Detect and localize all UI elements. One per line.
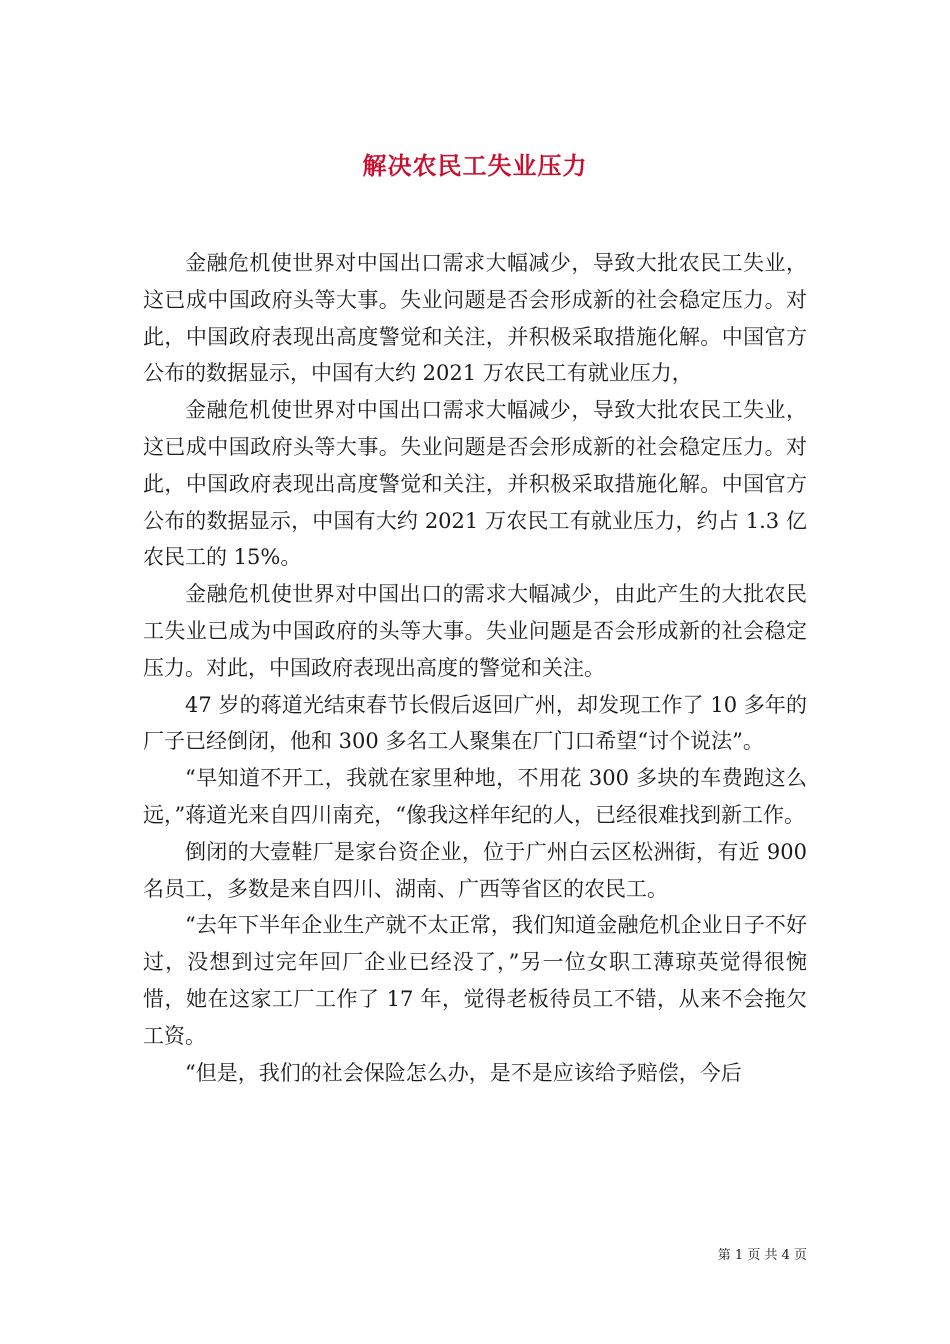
paragraph: 金融危机使世界对中国出口需求大幅减少，导致大批农民工失业，这已成中国政府头等大事。失业问题是否会形成新的社会稳定压力。对此，中国政府表现出高度警觉和关注，并积极采取措施化解。中国官方公布的数据显示，中国有大约 2021 万农民工有就业压力，: [143, 251, 807, 386]
page-number-label: 第 1 页 共 4 页: [717, 1248, 807, 1263]
paragraph: “早知道不开工，我就在家里种地，不用花 300 多块的车费跑这么远，”蒋道光来自四川南充，“像我这样年纪的人，已经很难找到新工作。: [143, 766, 807, 827]
paragraph: 倒闭的大壹鞋厂是家台资企业，位于广州白云区松洲街，有近 900 名员工，多数是来自四川、湖南、广西等省区的农民工。: [143, 839, 807, 901]
paragraph: 金融危机使世界对中国出口的需求大幅减少，由此产生的大批农民工失业已成为中国政府的头等大事。失业问题是否会形成新的社会稳定压力。对此，中国政府表现出高度的警觉和关注。: [143, 582, 807, 680]
paragraph: “但是，我们的社会保险怎么办，是不是应该给予赔偿，今后: [185, 1060, 742, 1085]
paragraph: 47 岁的蒋道光结束春节长假后返回广州，却发现工作了 10 多年的厂子已经倒闭，他和 300 多名工人聚集在厂门口希望“讨个说法”。: [143, 692, 807, 754]
document-body: [143, 245, 807, 1091]
paragraph: 金融危机使世界对中国出口需求大幅减少，导致大批农民工失业，这已成中国政府头等大事。失业问题是否会形成新的社会稳定压力。对此，中国政府表现出高度警觉和关注，并积极采取措施化解。中国官方公布的数据显示，中国有大约 2021 万农民工有就业压力，约占 1.3 亿农民工的 15%。: [143, 398, 807, 570]
document-title: 解决农民工失业压力: [362, 151, 588, 181]
page-number-footer: [718, 1247, 807, 1265]
paragraph: “去年下半年企业生产就不太正常，我们知道金融危机企业日子不好过，没想到过完年回厂企业已经没了，”另一位女职工薄琼英觉得很惋惜，她在这家工厂工作了 17 年，觉得老板待员工不错，从来不会拖欠工资。: [143, 913, 807, 1048]
